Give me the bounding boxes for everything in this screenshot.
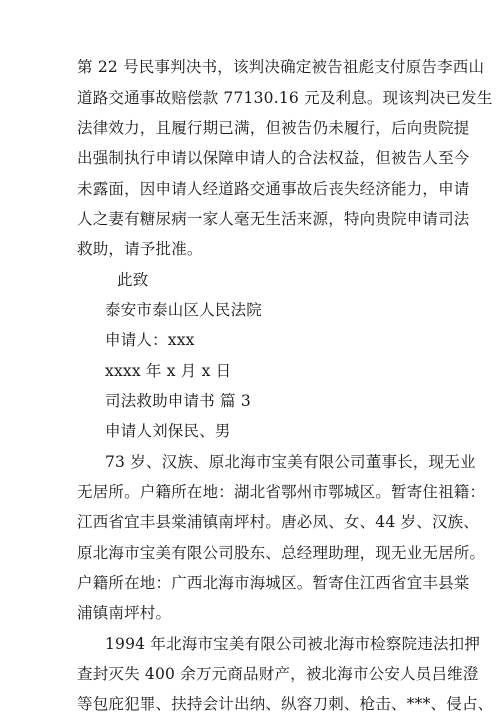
text-line: 等包庇犯罪、扶持会计出纳、纵容刀刺、枪击、***、侵占、: [77, 695, 494, 713]
text-line: 无居所。户籍所在地：湖北省鄂州市鄂城区。暂寄住祖籍：: [77, 483, 486, 501]
section-heading: 司法救助申请书 篇 3: [105, 392, 251, 410]
signature-date: xxxx 年 x 月 x 日: [105, 362, 232, 380]
applicant-signature: 申请人：xxx: [105, 331, 195, 349]
text-line: 未露面，因申请人经道路交通事故后丧失经济能力，申请: [77, 180, 470, 198]
applicant-name: 申请人刘保民、男: [105, 422, 231, 440]
closing-salutation: 此致: [117, 271, 149, 289]
text-line: 人之妻有糖尿病一家人毫无生活来源，特向贵院申请司法: [77, 210, 470, 228]
text-line: 户籍所在地：广西北海市海城区。暂寄住江西省宜丰县棠: [77, 574, 470, 592]
text-line: 出强制执行申请以保障申请人的合法权益，但被告人至今: [77, 149, 470, 167]
text-line: 浦镇南坪村。: [77, 604, 172, 622]
text-line: 第 22 号民事判决书，该判决确定被告祖彪支付原告李西山: [77, 58, 485, 76]
recipient-court: 泰安市泰山区人民法院: [105, 301, 263, 319]
text-line: 救助，请予批准。: [77, 240, 203, 258]
text-line: 江西省宜丰县棠浦镇南坪村。唐必凤、女、44 岁、汉族、: [77, 513, 480, 531]
text-line: 原北海市宝美有限公司股东、总经理助理，现无业无居所。: [77, 544, 486, 562]
text-line: 1994 年北海市宝美有限公司被北海市检察院违法扣押: [105, 635, 481, 653]
text-line: 查封灭失 400 余万元商品财产，被北海市公安人员吕维澄: [77, 665, 479, 683]
text-line: 73 岁、汉族、原北海市宝美有限公司董事长，现无业: [105, 453, 476, 471]
text-line: 道路交通事故赔偿款 77130.16 元及利息。现该判决已发生: [77, 89, 493, 107]
text-line: 法律效力，且履行期已满，但被告仍未履行，后向贵院提: [77, 119, 470, 137]
